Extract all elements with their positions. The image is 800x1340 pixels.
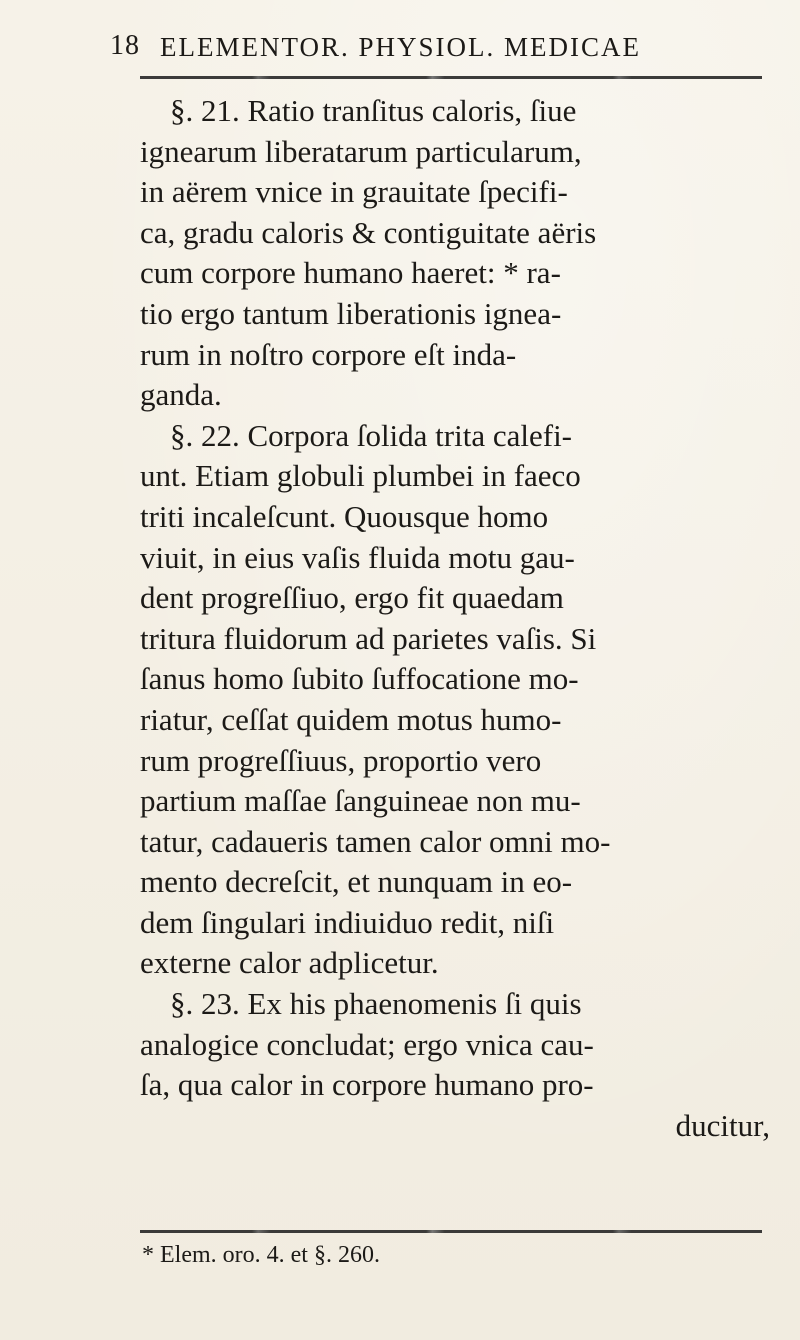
text-line: mento decreſcit, et nunquam in eo- bbox=[140, 864, 573, 900]
text-line: ganda. bbox=[140, 377, 222, 413]
text-line: dem ſingulari indiuiduo redit, niſi bbox=[140, 904, 555, 940]
footnote: * Elem. oro. 4. et §. 260. bbox=[142, 1242, 380, 1268]
text-line: externe calor adplicetur. bbox=[140, 945, 439, 981]
text-line: unt. Etiam globuli plumbei in faeco bbox=[140, 458, 581, 494]
text-line: rum in noſtro corpore eſt inda- bbox=[140, 336, 517, 372]
text-line: §. 22. Corpora ſolida trita calefi- bbox=[170, 417, 573, 453]
text-line: tatur, cadaueris tamen calor omni mo- bbox=[140, 823, 611, 859]
text-line: in aërem vnice in grauitate ſpecifi- bbox=[140, 174, 568, 210]
text-line: ſa, qua calor in corpore humano pro- bbox=[140, 1067, 594, 1103]
text-line: analogice concludat; ergo vnica cau- bbox=[140, 1026, 594, 1062]
text-line: riatur, ceſſat quidem motus humo- bbox=[140, 701, 562, 737]
text-line: partium maſſae ſanguineae non mu- bbox=[140, 783, 581, 819]
text-line: ignearum liberatarum particularum, bbox=[140, 133, 582, 169]
text-line: triti incaleſcunt. Quousque homo bbox=[140, 498, 549, 534]
text-line: §. 21. Ratio tranſitus caloris, ſiue bbox=[170, 93, 577, 128]
header-rule bbox=[140, 76, 762, 79]
text-line: ſanus homo ſubito ſuffocatione mo- bbox=[140, 661, 579, 697]
body-text bbox=[140, 91, 770, 1146]
footnote-rule bbox=[140, 1230, 762, 1233]
text-line: cum corpore humano haeret: * ra- bbox=[140, 255, 561, 291]
text-line: viuit, in eius vaſis fluida motu gau- bbox=[140, 539, 575, 575]
text-line: ca, gradu caloris & contiguitate aëris bbox=[140, 214, 597, 250]
text-line: §. 23. Ex his phaenomenis ſi quis bbox=[170, 986, 582, 1022]
running-title: ELEMENTOR. PHYSIOL. MEDICAE bbox=[160, 32, 641, 62]
page-number: 18 bbox=[110, 30, 140, 61]
text-line: tritura fluidorum ad parietes vaſis. Si bbox=[140, 620, 597, 656]
text-line: dent progreſſiuo, ergo fit quaedam bbox=[140, 580, 564, 616]
page-header bbox=[110, 30, 760, 74]
text-line: rum progreſſiuus, proportio vero bbox=[140, 742, 542, 778]
text-line: tio ergo tantum liberationis ignea- bbox=[140, 295, 562, 331]
text-line: ducitur, bbox=[675, 1107, 770, 1143]
